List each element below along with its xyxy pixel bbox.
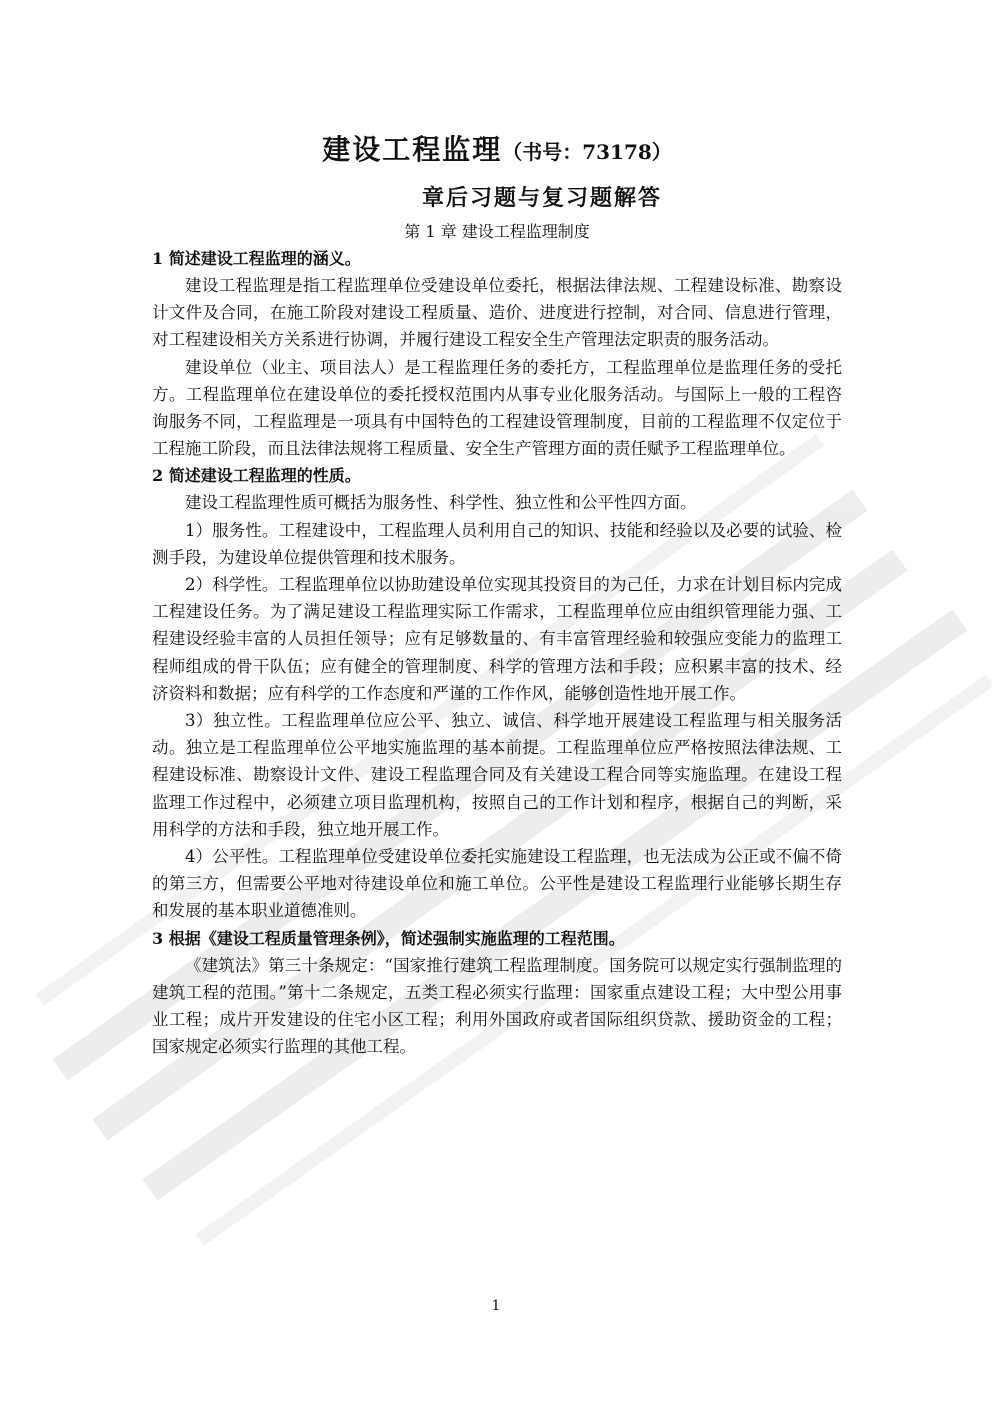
body-paragraph: 4）公平性。工程监理单位受建设单位委托实施建设工程监理，也无法成为公正或不偏不倚的第三方，但需要公平地对待建设单位和施工单位。公平性是建设工程监理行业能够长期生存和发展的基本职业道德准则。 [152, 847, 842, 921]
body-paragraph: 1）服务性。工程建设中，工程监理人员利用自己的知识、技能和经验以及必要的试验、检测手段，为建设单位提供管理和技术服务。 [152, 520, 842, 567]
body-paragraph: 建设单位（业主、项目法人）是工程监理任务的委托方，工程监理单位是监理任务的受托方。工程监理单位在建设单位的委托授权范围内从事专业化服务活动。与国际上一般的工程咨询服务不同，工程监理是一项具有中国特色的工程建设管理制度，目前的工程监理不仅定位于工程施工阶段，而且法律法规将工程质量、安全生产管理方面的责任赋予工程监理单位。 [152, 357, 842, 459]
question-heading: 1 简述建设工程监理的涵义。 [152, 249, 361, 268]
document-subtitle: 章后习题与复习题解答 [421, 185, 662, 211]
title-book-number: （书号：73178） [502, 140, 672, 164]
document-body [152, 245, 842, 1060]
body-paragraph: 2）科学性。工程监理单位以协助建设单位实现其投资目的为己任，力求在计划目标内完成工程建设任务。为了满足建设工程监理实际工作需求，工程监理单位应由组织管理能力强、工程建设经验丰富的人员担任领导；应有足够数量的、有丰富管理经验和较强应变能力的监理工程师组成的骨干队伍；应有健全的管理制度、科学的管理方法和手段；应积累丰富的技术、经济资料和数据；应有科学的工作态度和严谨的工作作风，能够创造性地开展工作。 [152, 575, 842, 703]
body-paragraph: 建设工程监理是指工程监理单位受建设单位委托，根据法律法规、工程建设标准、勘察设计文件及合同，在施工阶段对建设工程质量、造价、进度进行控制，对合同、信息进行管理，对工程建设相关方关系进行协调，并履行建设工程安全生产管理法定职责的服务活动。 [152, 276, 842, 350]
document-page [152, 130, 842, 1060]
question-heading: 2 简述建设工程监理的性质。 [152, 466, 361, 486]
body-paragraph: 建设工程监理性质可概括为服务性、科学性、独立性和公平性四方面。 [185, 493, 697, 513]
body-paragraph: 《建筑法》第三十条规定：“国家推行建筑工程监理制度。国务院可以规定实行强制监理的建筑工程的范围。”第十二条规定，五类工程必须实行监理：国家重点建设工程；大中型公用事业工程；成片开发建设的住宅小区工程；利用外国政府或者国际组织贷款、援助资金的工程；国家规定必须实行监理的其他工程。 [152, 955, 842, 1057]
chapter-heading: 第 1 章 建设工程监理制度 [404, 222, 590, 241]
question-heading: 3 根据《建设工程质量管理条例》，简述强制实施监理的工程范围。 [152, 928, 625, 948]
document-title [152, 130, 842, 172]
body-paragraph: 3）独立性。工程监理单位应公平、独立、诚信、科学地开展建设工程监理与相关服务活动。独立是工程监理单位公平地实施监理的基本前提。工程监理单位应严格按照法律法规、工程建设标准、勘察设计文件、建设工程监理合同及有关建设工程合同等实施监理。在建设工程监理工作过程中，必须建立项目监理机构，按照自己的工作计划和程序，根据自己的判断，采用科学的方法和手段，独立地开展工作。 [152, 711, 842, 839]
page-number: 1 [491, 1298, 501, 1314]
title-main: 建设工程监理 [322, 133, 503, 166]
